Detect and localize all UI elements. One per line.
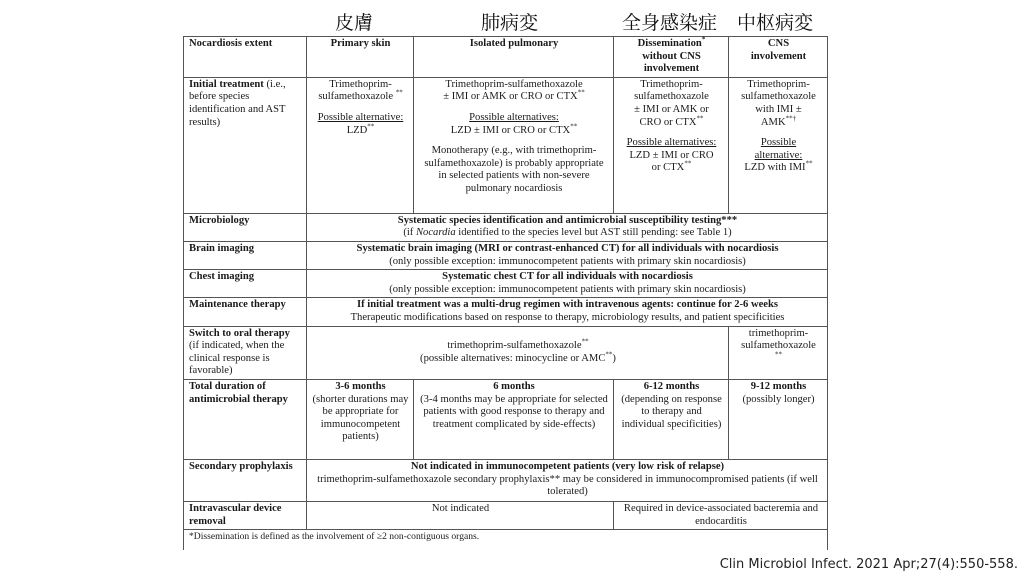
switch-oral-row (184, 326, 828, 379)
header-primary-skin: Primary skin (307, 37, 414, 78)
device-required-cell: Required in device-associated bacteremia and endocarditis (614, 501, 828, 529)
maintenance-therapy-row (184, 298, 828, 326)
microbiology-cell: Systematic species identification and antimicrobial susceptibility testing*** (if Nocardia identified to the species level but AST still pending: see Table 1) (307, 213, 828, 241)
chest-imaging-row (184, 270, 828, 298)
secondary-prophylaxis-cell: Not indicated in immunocompetent patients (very low risk of relapse) trimethoprim-sulfamethoxazole secondary prophylaxis** may be considered in immunocompromised patients (if well tolerated) (307, 459, 828, 501)
duration-pulmonary-cell: 6 months (3-4 months may be appropriate for selected patients with good response to therapy and treatment complicated by side-effects) (414, 379, 614, 459)
footnote: *Dissemination is defined as the involvement of ≥2 non-contiguous organs. (184, 530, 828, 551)
total-duration-label: Total duration of antimicrobial therapy (184, 379, 307, 459)
initial-dissemination-cell: Trimethoprim- sulfamethoxazole ± IMI or AMK or CRO or CTX** Possible alternatives: LZD ± IMI or CRO or CTX** (614, 77, 729, 213)
initial-pulmonary-cell: Trimethoprim-sulfamethoxazole ± IMI or AMK or CRO or CTX** Possible alternatives: LZD ± IMI or CRO or CTX** Monotherapy (e.g., with trimethoprim-sulfamethoxazole) is probably appropriate in selected patients with non-severe pulmonary nocardiosis (414, 77, 614, 213)
device-not-indicated-cell: Not indicated (307, 501, 614, 529)
jp-header-skin: 皮膚 (335, 12, 374, 34)
maintenance-therapy-label: Maintenance therapy (184, 298, 307, 326)
microbiology-row (184, 213, 828, 241)
intravascular-device-row (184, 501, 828, 529)
brain-imaging-row (184, 241, 828, 269)
jp-header-cns: 中枢病変 (737, 12, 814, 34)
jp-header-pulmonary: 肺病変 (481, 12, 539, 34)
header-label: Nocardiosis extent (184, 37, 307, 78)
microbiology-label: Microbiology (184, 213, 307, 241)
switch-oral-main-cell: trimethoprim-sulfamethoxazole** (possible alternatives: minocycline or AMC**) (307, 326, 729, 379)
total-duration-row (184, 379, 828, 459)
nocardiosis-treatment-table (183, 36, 828, 550)
duration-cns-cell: 9-12 months (possibly longer) (729, 379, 828, 459)
jp-header-dissemination: 全身感染症 (622, 12, 718, 34)
maintenance-therapy-cell: If initial treatment was a multi-drug regimen with intravenous agents: continue for 2-6 weeks Therapeutic modifications based on response to therapy, microbiology results, and patient specificities (307, 298, 828, 326)
header-isolated-pulmonary: Isolated pulmonary (414, 37, 614, 78)
footnote-row (184, 530, 828, 551)
secondary-prophylaxis-label: Secondary prophylaxis (184, 459, 307, 501)
brain-imaging-label: Brain imaging (184, 241, 307, 269)
initial-cns-cell: Trimethoprim- sulfamethoxazole with IMI ± AMK**† Possible alternative: LZD with IMI** (729, 77, 828, 213)
brain-imaging-cell: Systematic brain imaging (MRI or contrast-enhanced CT) for all individuals with nocardiosis (only possible exception: immunocompetent patients with primary skin nocardiosis) (307, 241, 828, 269)
header-dissemination: Dissemination* without CNS involvement (614, 37, 729, 78)
initial-treatment-row (184, 77, 828, 213)
initial-treatment-label: Initial treatment (i.e., before species identification and AST results) (184, 77, 307, 213)
initial-skin-cell: Trimethoprim- sulfamethoxazole ** Possible alternative: LZD** (307, 77, 414, 213)
duration-skin-cell: 3-6 months (shorter durations may be appropriate for immunocompetent patients) (307, 379, 414, 459)
secondary-prophylaxis-row (184, 459, 828, 501)
chest-imaging-cell: Systematic chest CT for all individuals with nocardiosis (only possible exception: immunocompetent patients with primary skin nocardiosis) (307, 270, 828, 298)
chest-imaging-label: Chest imaging (184, 270, 307, 298)
switch-oral-label: Switch to oral therapy (if indicated, when the clinical response is favorable) (184, 326, 307, 379)
duration-dissemination-cell: 6-12 months (depending on response to therapy and individual specificities) (614, 379, 729, 459)
header-row (184, 37, 828, 78)
intravascular-device-label: Intravascular device removal (184, 501, 307, 529)
header-cns: CNS involvement (729, 37, 828, 78)
citation: Clin Microbiol Infect. 2021 Apr;27(4):550-558. (719, 557, 1018, 572)
switch-oral-cns-cell: trimethoprim- sulfamethoxazole ** (729, 326, 828, 379)
